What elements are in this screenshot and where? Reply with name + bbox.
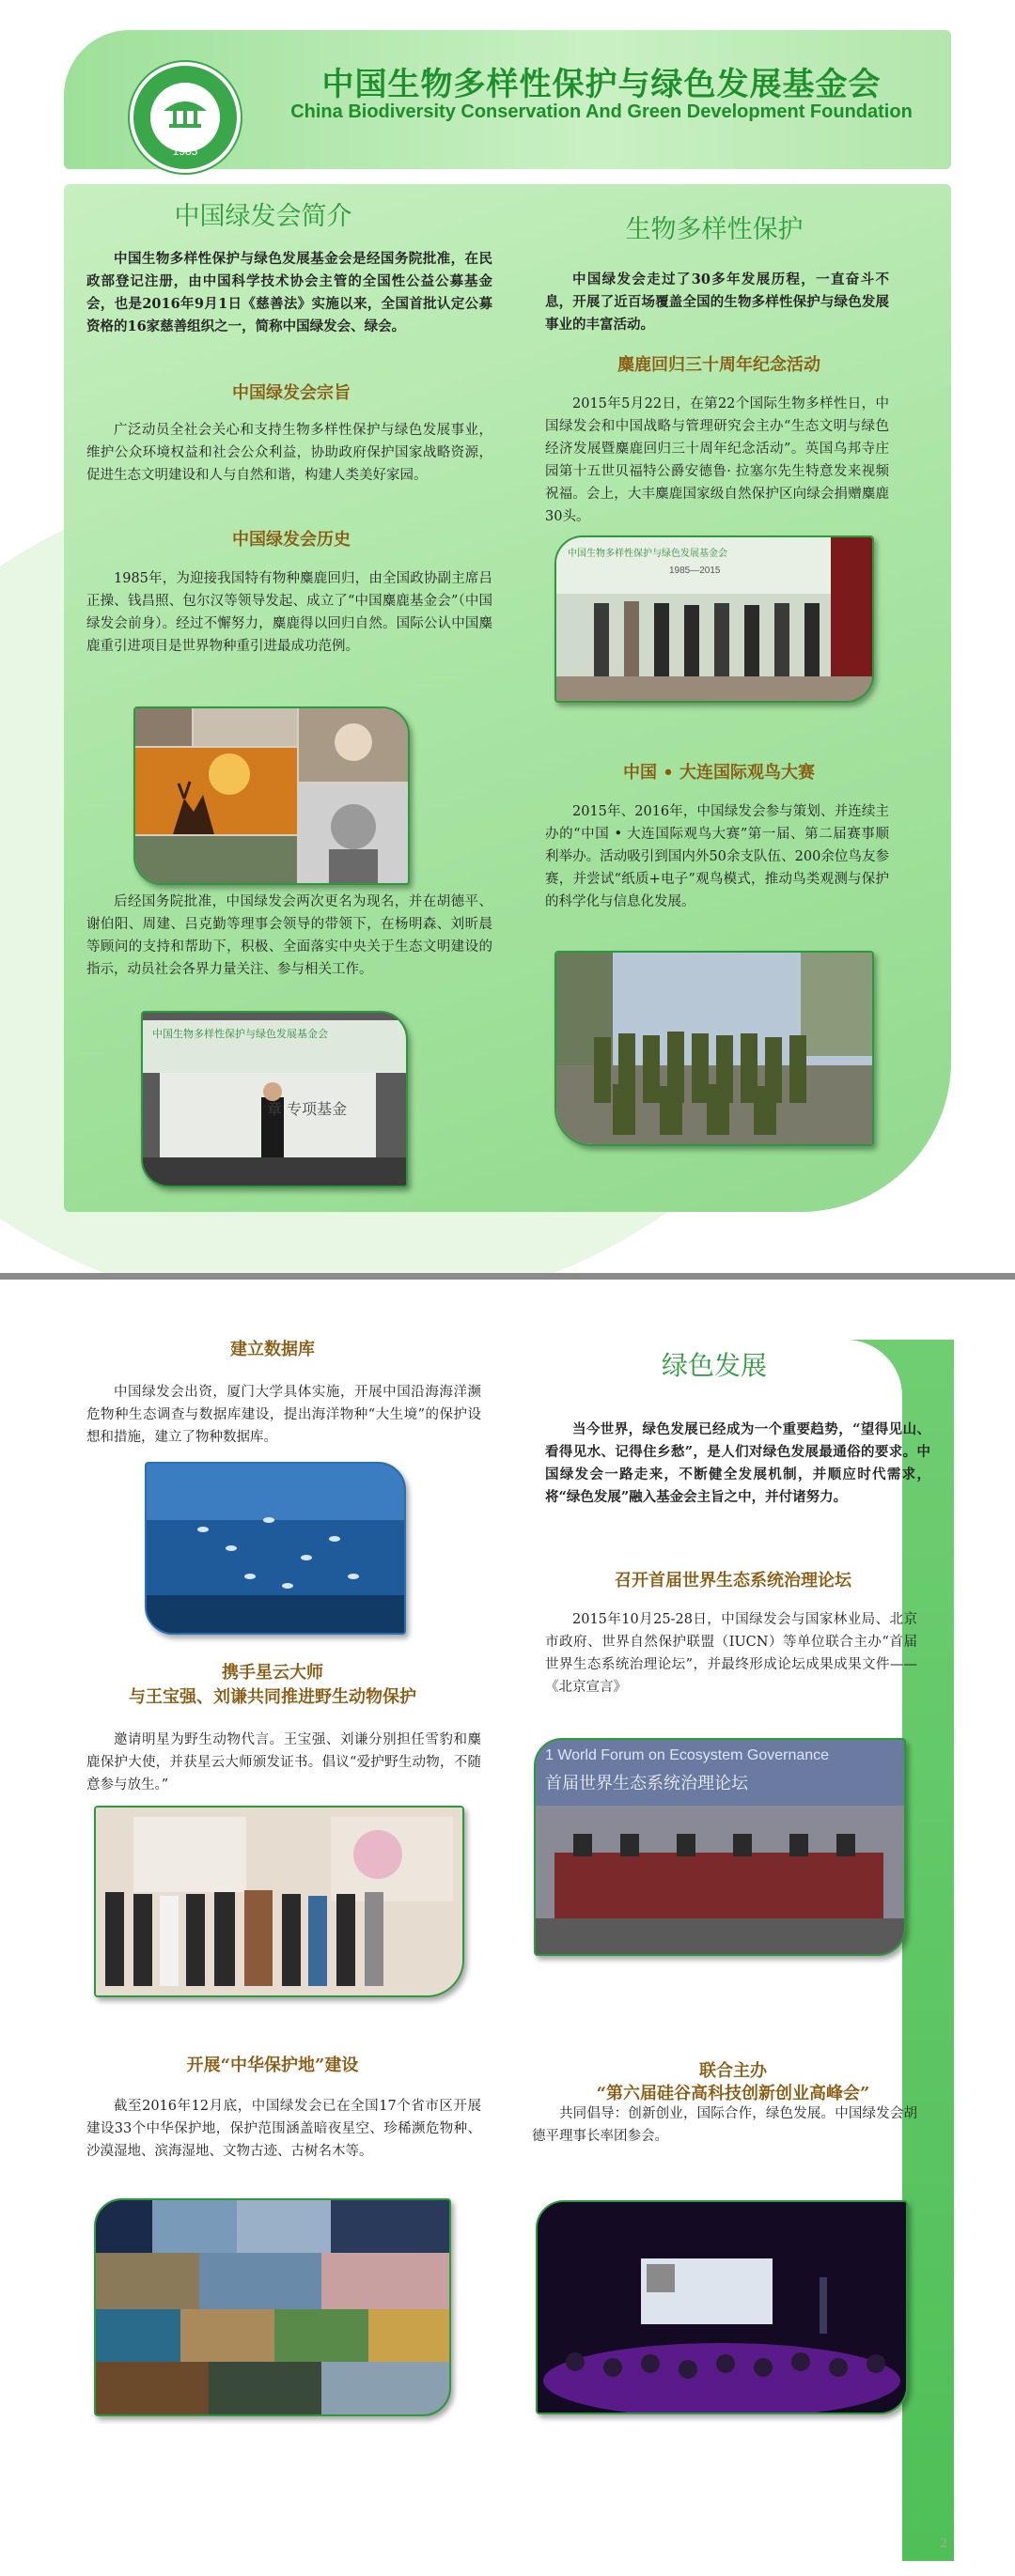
- event-photo-banner-text: 中国生物多样性保护与绿色发展基金会: [152, 1029, 328, 1040]
- intro-paragraph: 中国生物多样性保护与绿色发展基金会是经国务院批准，在民政部登记注册，由中国科学技术协会主管的全国性公益公募基金会，也是2016年9月1日《慈善法》实施以来，全国首批认定公募资格的16家慈善组织之一，简称中国绿发会、绿会。: [86, 251, 492, 334]
- database-paragraph: 中国绿发会出资，厦门大学具体实施，开展中国沿海海洋濒危物种生态调查与数据库建设，提出海洋物种“大生境”的保护设想和措施，建立了物种数据库。: [86, 1385, 481, 1445]
- star-heading-line-2: 与王宝强、刘谦共同推进野生动物保护: [129, 1687, 416, 1707]
- section-title-green-development: 绿色发展: [661, 1350, 767, 1381]
- event-photo-banner-text-2: 章 专项基金: [267, 1100, 348, 1118]
- logo-year: 1985: [172, 145, 198, 158]
- section-title-biodiversity: 生物多样性保护: [625, 215, 804, 244]
- forum-photo-chinese-banner: 首届世界生态系统治理论坛: [545, 1774, 748, 1793]
- green-development-intro: 当今世界，绿色发展已经成为一个重要趋势，“望得见山、看得见水、记得住乡愁”，是人们对绿色发展最通俗的要求。中国绿发会一路走来，不断健全发展机制，并顺应时代需求，将“绿色发展”融入基金会主旨之中，并付诸努力。: [545, 1421, 930, 1505]
- page-number: 2: [940, 2537, 947, 2550]
- birdwatching-heading: 中国 • 大连国际观鸟大赛: [622, 763, 816, 783]
- org-name-english: China Biodiversity Conservation And Green Development Foundation: [290, 101, 913, 122]
- history-paragraph-continued: 后经国务院批准，中国绿发会两次更名为现名，并在胡德平、谢伯阳、周建、吕克勤等理事会领导的带领下，在杨明森、刘昕晨等顾问的支持和帮助下，积极、全面落实中央关于生态文明建设的指示，动员社会各界力量关注、参与相关工作。: [86, 894, 492, 977]
- foundation-event-photo: [141, 1011, 408, 1187]
- forum-paragraph: 2015年10月25-28日，中国绿发会与国家林业局、北京市政府、世界自然保护联盟（IUCN）等单位联合主办“首届世界生态系统治理论坛”，并最终形成论坛成果成果文件—— 《北京宣言》: [545, 1612, 917, 1695]
- milu-paragraph: 2015年5月22日，在第22个国际生物多样性日，中国绿发会和中国战略与管理研究会主办“生态文明与绿色经济发展暨麋鹿回归三十周年纪念活动”。英国乌邦寺庄园第十五世贝福特公爵安德鲁· 拉塞尔先生特意发来视频祝福。会上，大丰麋鹿国家级自然保护区向绿会捐赠麋鹿30头。: [545, 396, 889, 524]
- star-heading-line-1: 携手星云大师: [222, 1663, 323, 1683]
- purpose-paragraph: 广泛动员全社会关心和支持生物多样性保护与绿色发展事业，维护公众环境权益和社会公众利益，协助政府保护国家战略资源，促进生态文明建设和人与自然和谐，构建人类美好家园。: [86, 423, 492, 483]
- history-collage-photo: [133, 706, 410, 885]
- database-heading: 建立数据库: [230, 1340, 315, 1359]
- protected-areas-collage: [94, 2198, 451, 2416]
- org-name-chinese: 中国生物多样性保护与绿色发展基金会: [321, 66, 882, 103]
- protected-area-heading: 开展“中华保护地”建设: [186, 2056, 359, 2075]
- page-one: [0, 0, 1015, 1273]
- marine-species-photo: [145, 1462, 406, 1635]
- ambassador-group-photo: [94, 1806, 464, 1997]
- history-heading: 中国绿发会历史: [232, 530, 351, 550]
- summit-paragraph: 共同倡导：创新创业，国际合作，绿色发展。中国绿发会胡德平理事长率团参会。: [532, 2106, 917, 2144]
- forum-photo: [534, 1738, 906, 1956]
- pavilion-icon: [150, 83, 220, 152]
- purpose-heading: 中国绿发会宗旨: [232, 383, 351, 403]
- forum-heading: 召开首届世界生态系统治理论坛: [615, 1571, 851, 1591]
- protected-area-paragraph: 截至2016年12月底，中国绿发会已在全国17个省市区开展建设33个中华保护地，保护范围涵盖暗夜星空、珍稀濒危物种、沙漠湿地、滨海湿地、文物古迹、古树名木等。: [86, 2099, 481, 2159]
- page-two: [0, 1280, 1015, 2576]
- foundation-logo: [130, 62, 241, 173]
- birdwatching-paragraph: 2015年、2016年，中国绿发会参与策划、并连续主办的“中国 • 大连国际观鸟大赛”第一届、第二届赛事顺利举办。活动吸引到国内外50余支队伍、200余位鸟友参赛，并尝试“纸质+电子”观鸟模式，推动鸟类观测与保护的科学化与信息化发展。: [545, 804, 889, 909]
- milu-heading: 麋鹿回归三十周年纪念活动: [617, 355, 820, 375]
- milu-anniversary-photo: [554, 535, 874, 703]
- summit-photo: [536, 2200, 908, 2414]
- birdwatching-group-photo: [554, 951, 874, 1146]
- summit-heading-line-1: 联合主办: [699, 2061, 767, 2081]
- summit-heading-line-2: “第六届硅谷高科技创新创业高峰会”: [596, 2084, 870, 2103]
- milu-photo-years: 1985—2015: [669, 566, 721, 576]
- milu-photo-banner-text: 中国生物多样性保护与绿色发展基金会: [568, 549, 727, 559]
- section-title-intro: 中国绿发会简介: [174, 202, 352, 231]
- history-paragraph: 1985年，为迎接我国特有物种麋鹿回归，由全国政协副主席吕正操、钱昌照、包尔汉等领导发起、成立了“中国麋鹿基金会”（中国绿发会前身）。经过不懈努力，麋鹿得以回归自然。国际公认中国麋鹿重引进项目是世界物种重引进最成功范例。: [86, 571, 492, 654]
- forum-photo-english-banner: 1 World Forum on Ecosystem Governance: [545, 1747, 830, 1763]
- star-paragraph: 邀请明星为野生动物代言。王宝强、刘谦分别担任雪豹和麋鹿保护大使，并获星云大师颁发证书。倡议“爱护野生动物，不随意参与放生。”: [86, 1732, 481, 1792]
- biodiversity-intro: 中国绿发会走过了30多年发展历程，一直奋斗不息，开展了近百场覆盖全国的生物多样性保护与绿色发展事业的丰富活动。: [545, 272, 889, 333]
